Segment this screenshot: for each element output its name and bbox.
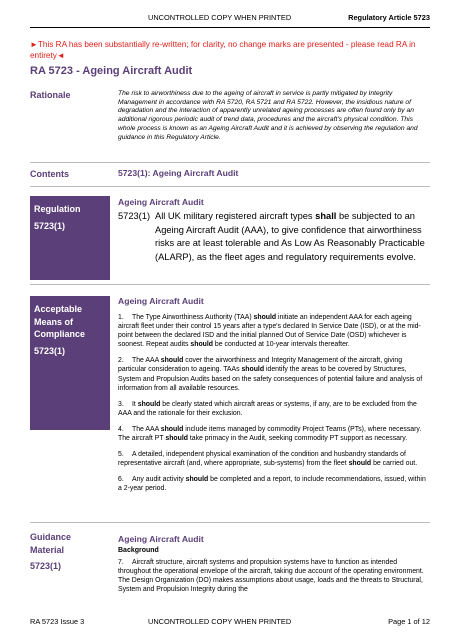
guidance-ref: 5723(1) [30, 561, 62, 571]
rationale-label: Rationale [30, 90, 71, 100]
header-uncontrolled-copy: UNCONTROLLED COPY WHEN PRINTED [148, 13, 292, 22]
paragraph-number: 3. [118, 400, 124, 408]
notice-left-arrow-icon: ◄ [56, 50, 65, 60]
notice-text: This RA has been substantially re-written; for clarity, no change marks are presented - please read RA in entirety [30, 40, 416, 60]
regulation-number: 5723(1) [118, 211, 151, 221]
paragraph-text: Aircraft structure, aircraft systems and propulsion systems have to function as intended throughout the operational envelope of the aircraft, taking due account of the operating environment. The Design Organization (DO) makes assumptions about usage, loads and the threats to Structural, System and Propulsion Integrity during the [118, 559, 424, 594]
section-divider [30, 522, 430, 523]
amc-paragraph [118, 400, 430, 418]
paragraph-should: should [241, 366, 265, 374]
guidance-subheading: Background [118, 547, 159, 554]
paragraph-text: initiate an independent AAA for each ageing aircraft fleet under their control 15 years after a type's declared In Service Date (ISD), or at the mid-point between the declared ISD and the initial planned Out of Service Date (OSD) whichever is soonest. Repeat audits [118, 314, 421, 349]
regulation-sidebar [30, 196, 110, 280]
notice-right-arrow-icon: ► [30, 40, 38, 49]
regulation-body [118, 197, 430, 264]
rationale-text: The risk to airworthiness due to the ageing of aircraft in service is partly mitigated by Integrity Management in accordance with RA 5720, RA 5721 and RA 5722. However, the insidious nature of degradation and the interaction of apparently unrelated ageing processes are often found only by an additional rigorous periodic audit of trend data, procedures and the aircraft's physical condition. This whole process is known as an Ageing Aircraft Audit and it is achieved by observing the regulation and guidance in this Regulatory Article. [118, 90, 418, 141]
paragraph-text: identify the areas to be covered by Structures, System and Propulsion Audits based on the safety consequences of potential failure and analysis of information from all available resources. [118, 366, 423, 392]
paragraph-number: 4. [118, 425, 124, 433]
regulation-statement [118, 210, 430, 264]
header-regulatory-article: Regulatory Article 5723 [348, 13, 430, 22]
regulation-text [155, 210, 430, 264]
amc-paragraph [118, 450, 430, 468]
paragraph-text: The AAA [132, 357, 161, 365]
amc-body [118, 296, 430, 494]
amc-paragraph [118, 475, 430, 493]
paragraph-number: 2. [118, 357, 124, 365]
paragraph-text: cover the airworthiness and Integrity Management of the aircraft, giving particular consideration to ageing. TAAs [118, 357, 403, 374]
contents-label: Contents [30, 169, 69, 179]
paragraph-text: be carried out. [371, 460, 418, 468]
regulation-text-shall: shall [315, 211, 337, 221]
paragraph-number: 7. [118, 559, 124, 566]
amc-ref: 5723(1) [34, 345, 66, 356]
amc-paragraph-list [118, 313, 430, 494]
paragraph-number: 1. [118, 314, 124, 321]
amc-paragraph [118, 356, 430, 392]
regulation-text-part: All UK military registered aircraft types [155, 211, 316, 221]
amc-label-line: Acceptable [34, 304, 83, 314]
page-header [0, 13, 452, 25]
paragraph-should: should [253, 314, 277, 321]
paragraph-text: It [132, 400, 138, 408]
paragraph-text: take primacy in the Audit, seeking commodity PT support as necessary. [187, 435, 408, 443]
contents-item-link[interactable]: 5723(1): Ageing Aircraft Audit [118, 168, 239, 178]
paragraph-should: should [185, 476, 209, 484]
paragraph-text: be clearly stated which aircraft areas or systems, if any, are to be excluded from the AAA and the rationale for their exclusion. [118, 400, 417, 417]
guidance-label-line: Material [30, 544, 65, 555]
paragraph-text: The Type Airworthiness Authority (TAA) [132, 314, 254, 321]
amc-label-line: Compliance [34, 329, 86, 339]
regulation-heading: Ageing Aircraft Audit [118, 197, 204, 207]
amc-paragraph [118, 425, 430, 443]
paragraph-text: include items managed by commodity Project Teams (PTs), where necessary. The aircraft PT [118, 425, 422, 443]
paragraph-text: be completed and a report, to include recommendations, issued, within a 2-year period. [118, 476, 426, 493]
paragraph-text: be conducted at 10-year intervals thereafter. [213, 341, 350, 349]
paragraph-should: should [137, 400, 161, 408]
paragraph-should: should [348, 460, 372, 468]
paragraph-text: The AAA [132, 425, 161, 433]
regulation-ref: 5723(1) [34, 220, 66, 231]
footer-uncontrolled-copy: UNCONTROLLED COPY WHEN PRINTED [148, 617, 292, 626]
section-divider [30, 284, 430, 285]
page-title: RA 5723 - Ageing Aircraft Audit [30, 65, 193, 77]
guidance-paragraph [118, 558, 430, 594]
regulation-text-part: be subjected to an Ageing Aircraft Audit (AAA), to give confidence that airworthiness risks are at least tolerable and As Low As Reasonably Practicable (ALARP), as the fleet ages and regulatory requirements evolve. [155, 211, 425, 262]
paragraph-should: should [160, 425, 184, 433]
footer-page-number: Page 1 of 12 [388, 617, 430, 626]
header-divider [30, 27, 430, 28]
guidance-body [118, 534, 430, 594]
guidance-label-line: Guidance [30, 532, 72, 542]
guidance-sidebar [30, 531, 110, 573]
paragraph-should: should [190, 341, 213, 349]
page-footer [30, 617, 430, 627]
paragraph-text: Any audit activity [132, 476, 186, 484]
section-divider [30, 162, 430, 163]
paragraph-number: 5. [118, 451, 124, 459]
footer-issue: RA 5723 Issue 3 [30, 617, 85, 626]
amc-label-line: Means of [34, 316, 74, 327]
rewrite-notice [30, 40, 420, 61]
section-divider [30, 186, 430, 187]
regulation-label: Regulation [34, 204, 81, 214]
paragraph-should: should [165, 435, 188, 443]
amc-sidebar [30, 296, 110, 430]
amc-heading: Ageing Aircraft Audit [118, 296, 204, 306]
paragraph-text: A detailed, independent physical examination of the condition and husbandry standards of representative aircraft (and, where appropriate, sub-systems) from the fleet [118, 451, 406, 468]
guidance-heading: Ageing Aircraft Audit [118, 534, 204, 544]
amc-paragraph [118, 313, 430, 349]
paragraph-should: should [160, 357, 184, 365]
paragraph-number: 6. [118, 476, 124, 484]
